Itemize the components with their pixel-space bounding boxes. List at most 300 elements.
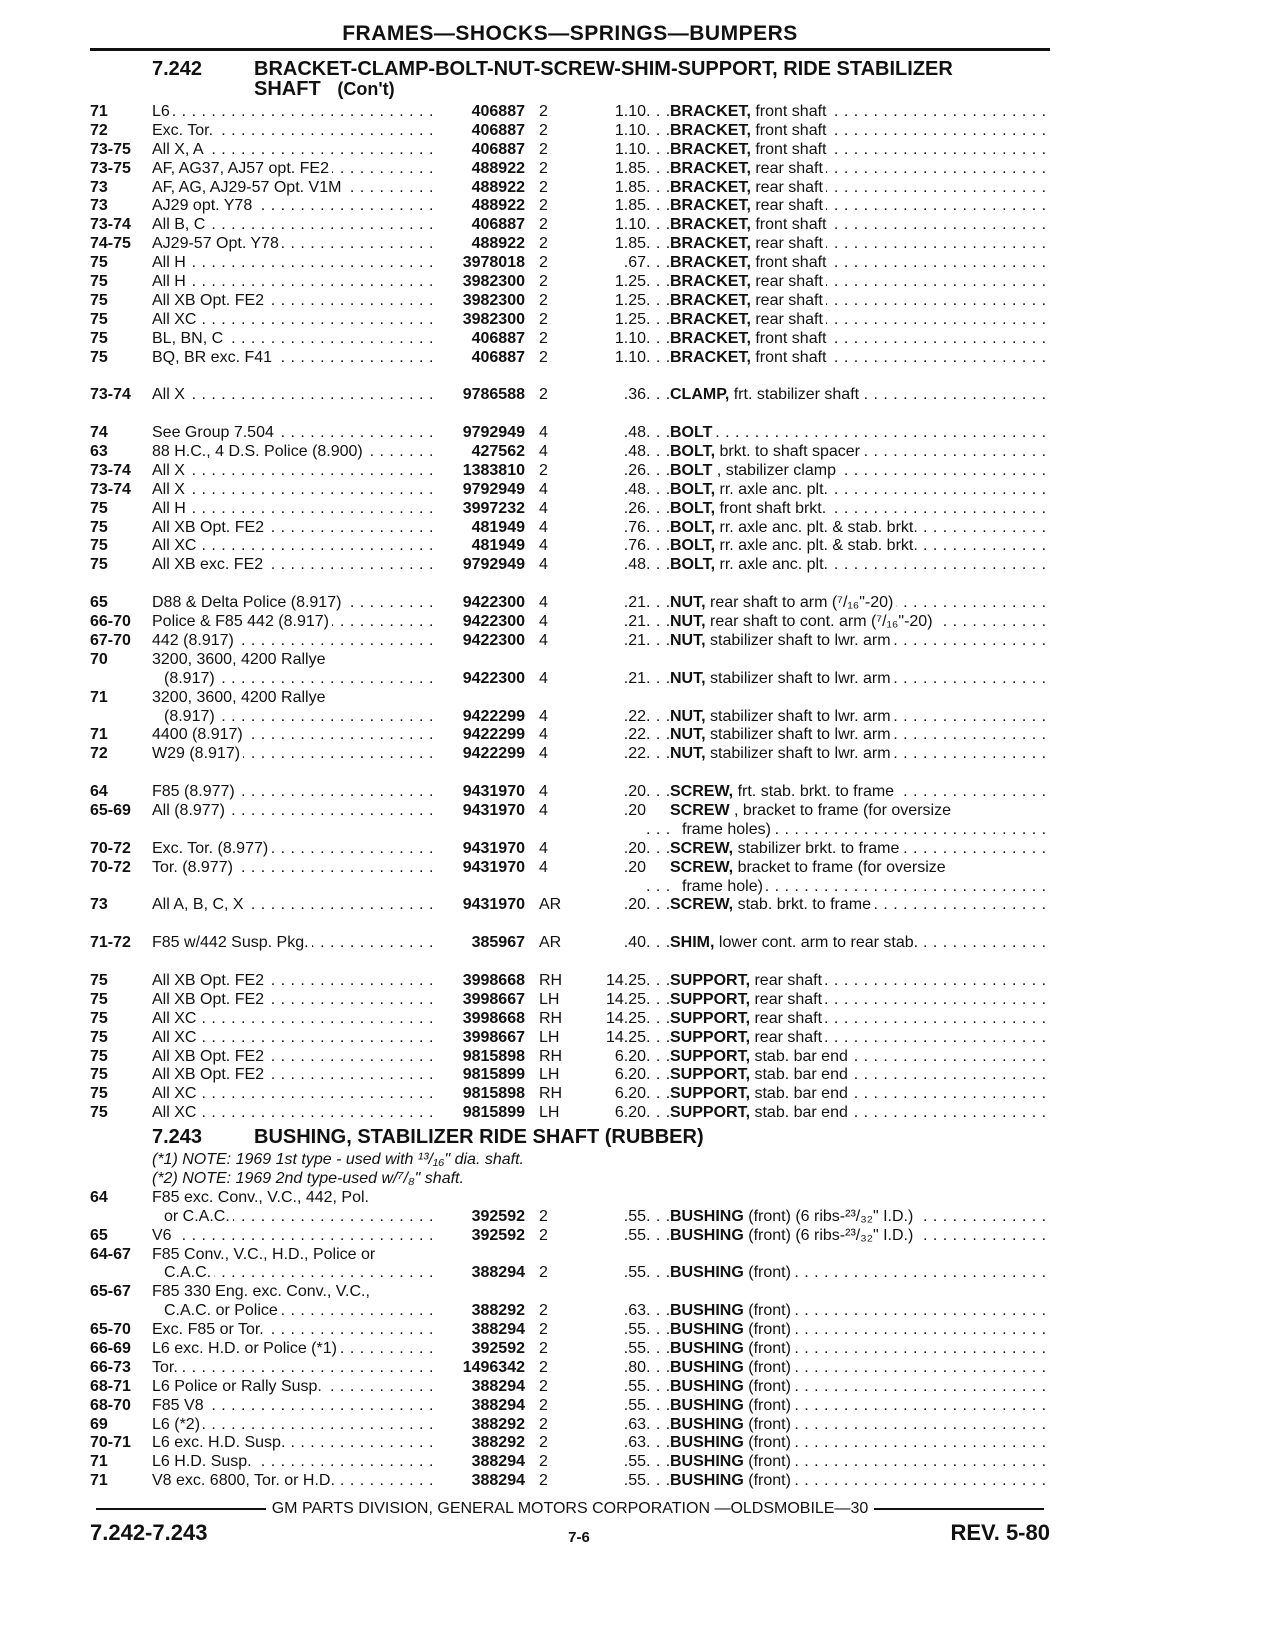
part-number: 9792949 xyxy=(462,424,525,442)
part-number: 9792949 xyxy=(462,480,525,498)
year-range: 75 xyxy=(90,291,108,309)
footer-revision: REV. 5-80 xyxy=(950,1520,1050,1545)
table-row xyxy=(90,670,1050,689)
application: L6 . . . xyxy=(152,103,435,122)
year-range: 73-74 xyxy=(90,216,131,234)
quantity: 2 xyxy=(539,348,548,366)
price xyxy=(579,1283,646,1302)
description-text: (front) (6 ribs-²³/₃₂" I.D.) xyxy=(748,1207,914,1225)
description-text: stab. bar end xyxy=(754,1104,848,1122)
description-text: frame holes) xyxy=(682,820,771,838)
year-range: 75 xyxy=(90,556,108,574)
price: 6.20 xyxy=(614,1047,646,1065)
year-range: 75 xyxy=(90,499,108,517)
description-text: stabilizer shaft to lwr. arm xyxy=(710,707,891,725)
table-row xyxy=(90,1104,1050,1123)
quantity: 2 xyxy=(539,1358,548,1376)
quantity: 2 xyxy=(539,1434,548,1452)
price xyxy=(579,689,646,708)
table-row xyxy=(90,462,1050,481)
price: 14.25 xyxy=(605,1028,646,1046)
description xyxy=(646,330,1050,349)
quantity: 2 xyxy=(539,1453,548,1471)
part-keyword: NUT, xyxy=(670,745,706,763)
part-keyword: CLAMP, xyxy=(670,386,730,404)
part-number: 3998668 xyxy=(462,971,525,989)
price xyxy=(579,1246,646,1265)
application: L6 H.D. Susp. . . . xyxy=(152,1453,435,1472)
quantity xyxy=(525,1246,579,1265)
part-keyword: SHIM, xyxy=(670,934,715,952)
quantity: 4 xyxy=(539,594,548,612)
table-row xyxy=(90,330,1050,349)
part-keyword: BUSHING xyxy=(670,1415,744,1433)
part-keyword: SCREW, xyxy=(670,783,734,801)
table-row xyxy=(90,349,1050,368)
application: All B, C . . . xyxy=(152,216,435,235)
description xyxy=(646,972,1050,991)
price: .22 xyxy=(623,745,646,763)
description-text: rear shaft xyxy=(755,197,823,215)
description-text: (front) xyxy=(748,1264,791,1282)
quantity: 4 xyxy=(539,424,548,442)
application: (8.917) . . . xyxy=(152,670,435,689)
quantity: 4 xyxy=(539,631,548,649)
year-range xyxy=(90,670,152,689)
price: .55 xyxy=(623,1321,646,1339)
description xyxy=(646,500,1050,519)
part-number: 488922 xyxy=(471,235,525,253)
part-number: 9422299 xyxy=(462,726,525,744)
part-number: 9431970 xyxy=(462,858,525,876)
description-text: rear shaft xyxy=(755,235,823,253)
table-row xyxy=(90,386,1050,405)
part-number: 9815898 xyxy=(462,1085,525,1103)
quantity: 2 xyxy=(539,121,548,139)
table-row xyxy=(90,878,1050,897)
year-range: 75 xyxy=(90,348,108,366)
table-row xyxy=(90,537,1050,556)
table-row xyxy=(90,745,1050,764)
price: .55 xyxy=(623,1207,646,1225)
table-row xyxy=(90,840,1050,859)
part-number: 388292 xyxy=(471,1434,525,1452)
year-range: 66-73 xyxy=(90,1358,131,1376)
part-keyword: BUSHING xyxy=(670,1226,744,1244)
quantity: 2 xyxy=(539,386,548,404)
price: 14.25 xyxy=(605,990,646,1008)
price: .48 xyxy=(623,480,646,498)
application: AJ29 opt. Y78 . . . xyxy=(152,197,435,216)
price: 1.10 xyxy=(614,216,646,234)
part-keyword: NUT, xyxy=(670,726,706,744)
year-range: 68-70 xyxy=(90,1396,131,1414)
part-number: 406887 xyxy=(471,348,525,366)
quantity: 4 xyxy=(539,480,548,498)
part-keyword: BOLT, xyxy=(670,443,716,461)
price: .20 xyxy=(623,896,646,914)
application: Tor. (8.977) . . . xyxy=(152,859,435,878)
part-number: 9431970 xyxy=(462,783,525,801)
year-range: 71 xyxy=(90,1453,108,1471)
description xyxy=(646,197,1050,216)
part-number: 388294 xyxy=(471,1396,525,1414)
year-range: 75 xyxy=(90,1104,108,1122)
application: F85 w/442 Susp. Pkg. . . . xyxy=(152,934,435,953)
description xyxy=(646,537,1050,556)
year-range: 75 xyxy=(90,273,108,291)
table-row xyxy=(90,972,1050,991)
part-number: 9792949 xyxy=(462,556,525,574)
table-row xyxy=(90,1453,1050,1472)
application: 3200, 3600, 4200 Rallye xyxy=(152,689,435,708)
description xyxy=(646,1246,1050,1265)
year-range xyxy=(90,1302,152,1321)
description-text: rr. axle anc. plt. & stab. brkt. xyxy=(719,518,918,536)
table-row xyxy=(90,500,1050,519)
description-text: rear shaft xyxy=(754,1028,823,1046)
year-range: 70-71 xyxy=(90,1434,131,1452)
description xyxy=(646,1029,1050,1048)
part-number: 388294 xyxy=(471,1377,525,1395)
application: All XC . . . xyxy=(152,1085,435,1104)
description-text: stab. bar end xyxy=(754,1085,848,1103)
application: or C.A.C. . . . xyxy=(152,1208,435,1227)
part-number xyxy=(435,1246,525,1265)
description xyxy=(646,1189,1050,1208)
description-text: (front) xyxy=(748,1453,791,1471)
price: .21 xyxy=(623,631,646,649)
table-row xyxy=(90,1416,1050,1435)
description xyxy=(646,254,1050,273)
description-text: bracket to frame (for oversize xyxy=(737,858,946,876)
table-row xyxy=(90,1010,1050,1029)
part-number: 3982300 xyxy=(462,291,525,309)
application: All X . . . xyxy=(152,481,435,500)
year-range: 65-69 xyxy=(90,801,131,819)
price: .36 xyxy=(623,386,646,404)
part-number: 406887 xyxy=(471,216,525,234)
application: All XB Opt. FE2 . . . xyxy=(152,1066,435,1085)
description-text: front shaft xyxy=(755,348,827,366)
description xyxy=(646,1283,1050,1302)
year-range: 71 xyxy=(90,726,108,744)
part-number: 392592 xyxy=(471,1226,525,1244)
application: 442 (8.917) . . . xyxy=(152,632,435,651)
price: .55 xyxy=(623,1340,646,1358)
application: 88 H.C., 4 D.S. Police (8.900) . . . xyxy=(152,443,435,462)
quantity: 2 xyxy=(539,197,548,215)
table-row xyxy=(90,1434,1050,1453)
quantity xyxy=(525,1189,579,1208)
price: .20 xyxy=(623,783,646,801)
section-heading-cont: SHAFT xyxy=(254,78,321,100)
application: 3200, 3600, 4200 Rallye xyxy=(152,651,435,670)
price: 14.25 xyxy=(605,971,646,989)
table-row xyxy=(90,1189,1050,1208)
part-number: 1496342 xyxy=(462,1358,525,1376)
quantity: 4 xyxy=(539,556,548,574)
quantity: 2 xyxy=(539,1207,548,1225)
year-range: 73 xyxy=(90,896,108,914)
part-keyword: BRACKET, xyxy=(670,140,751,158)
description-text: , stabilizer clamp xyxy=(716,461,836,479)
part-keyword: BUSHING xyxy=(670,1302,744,1320)
price: 6.20 xyxy=(614,1104,646,1122)
part-keyword: BRACKET, xyxy=(670,273,751,291)
quantity xyxy=(525,821,579,840)
year-range: 73 xyxy=(90,197,108,215)
application: F85 exc. Conv., V.C., 442, Pol. xyxy=(152,1189,435,1208)
year-range: 75 xyxy=(90,329,108,347)
part-keyword: BUSHING xyxy=(670,1472,744,1490)
description xyxy=(646,1104,1050,1123)
table-row xyxy=(90,122,1050,141)
application: L6 exc. H.D. or Police (*1) . . . xyxy=(152,1340,435,1359)
table-row xyxy=(90,896,1050,915)
description-text: rear shaft xyxy=(755,178,823,196)
part-number: 385967 xyxy=(471,934,525,952)
application: L6 Police or Rally Susp. . . . xyxy=(152,1378,435,1397)
part-keyword: BRACKET, xyxy=(670,348,751,366)
part-number xyxy=(435,689,525,708)
part-keyword: SCREW, xyxy=(670,858,734,876)
part-keyword: BRACKET, xyxy=(670,235,751,253)
application: F85 (8.977) . . . xyxy=(152,783,435,802)
table-row xyxy=(90,481,1050,500)
application: Tor. . . . xyxy=(152,1359,435,1378)
year-range: 75 xyxy=(90,1009,108,1027)
description-text: (front) xyxy=(748,1396,791,1414)
quantity: 2 xyxy=(539,329,548,347)
application: All XC . . . xyxy=(152,1104,435,1123)
quantity: LH xyxy=(539,1028,560,1046)
year-range xyxy=(90,1208,152,1227)
description-text: (front) xyxy=(748,1302,791,1320)
description xyxy=(646,462,1050,481)
price: .55 xyxy=(623,1472,646,1490)
description xyxy=(646,481,1050,500)
part-number: 488922 xyxy=(471,197,525,215)
year-range xyxy=(90,878,152,897)
table-row xyxy=(90,216,1050,235)
description xyxy=(646,896,1050,915)
year-range: 75 xyxy=(90,1028,108,1046)
application: All XC . . . xyxy=(152,537,435,556)
part-number: 388294 xyxy=(471,1453,525,1471)
part-keyword: SUPPORT, xyxy=(670,1028,751,1046)
part-number: 388292 xyxy=(471,1302,525,1320)
description-text: front shaft xyxy=(755,329,827,347)
part-number xyxy=(435,1189,525,1208)
quantity: 2 xyxy=(539,1226,548,1244)
description xyxy=(646,103,1050,122)
table-row xyxy=(90,1085,1050,1104)
description xyxy=(646,519,1050,538)
part-keyword: SUPPORT, xyxy=(670,1104,751,1122)
table-row xyxy=(90,1246,1050,1265)
table-row xyxy=(90,726,1050,745)
description xyxy=(646,556,1050,575)
description xyxy=(646,1397,1050,1416)
description-text: front shaft xyxy=(755,216,827,234)
footer-page-number: 7-6 xyxy=(568,1529,590,1546)
description-text: rear shaft xyxy=(754,990,823,1008)
year-range: 73-74 xyxy=(90,480,131,498)
description xyxy=(646,613,1050,632)
table-row xyxy=(90,1208,1050,1227)
description-text: rear shaft xyxy=(755,159,823,177)
quantity: 2 xyxy=(539,1340,548,1358)
application: All H . . . xyxy=(152,254,435,273)
price: .26 xyxy=(623,499,646,517)
part-number: 481949 xyxy=(471,518,525,536)
part-keyword: NUT, xyxy=(670,669,706,687)
description-text: (front) xyxy=(748,1434,791,1452)
description xyxy=(646,745,1050,764)
year-range: 73-74 xyxy=(90,461,131,479)
part-number: 3998668 xyxy=(462,1009,525,1027)
part-keyword: BRACKET, xyxy=(670,121,751,139)
description xyxy=(646,1359,1050,1378)
description-text: rear shaft xyxy=(754,1009,823,1027)
quantity: 4 xyxy=(539,707,548,725)
part-number: 406887 xyxy=(471,103,525,120)
year-range: 66-70 xyxy=(90,613,131,631)
description xyxy=(646,821,1050,840)
price: .21 xyxy=(623,594,646,612)
table-row xyxy=(90,651,1050,670)
description-text: front shaft xyxy=(755,103,827,120)
year-range xyxy=(90,821,152,840)
price: 1.10 xyxy=(614,140,646,158)
year-range: 65 xyxy=(90,1226,108,1244)
price: .40 xyxy=(623,934,646,952)
page-footer xyxy=(90,1500,1050,1546)
description-text: stabilizer shaft to lwr. arm xyxy=(710,631,891,649)
description xyxy=(646,443,1050,462)
part-number: 388292 xyxy=(471,1415,525,1433)
price: 1.10 xyxy=(614,121,646,139)
description xyxy=(646,1227,1050,1246)
quantity: LH xyxy=(539,1104,560,1122)
part-number: 9422299 xyxy=(462,707,525,725)
table-row xyxy=(90,1397,1050,1416)
application: AF, AG, AJ29-57 Opt. V1M . . . xyxy=(152,179,435,198)
quantity: 2 xyxy=(539,140,548,158)
description-text: stab. bar end xyxy=(754,1047,848,1065)
part-keyword: BRACKET, xyxy=(670,197,751,215)
price: .48 xyxy=(623,424,646,442)
quantity: 2 xyxy=(539,178,548,196)
part-keyword: SUPPORT, xyxy=(670,1009,751,1027)
quantity: 2 xyxy=(539,1415,548,1433)
year-range: 63 xyxy=(90,443,108,461)
description-text: front shaft xyxy=(755,254,827,272)
part-number: 388294 xyxy=(471,1472,525,1490)
quantity: AR xyxy=(539,934,562,952)
part-keyword: BUSHING xyxy=(670,1207,744,1225)
year-range: 65 xyxy=(90,594,108,612)
table-row xyxy=(90,254,1050,273)
price: .55 xyxy=(623,1264,646,1282)
application: W29 (8.917) . . . xyxy=(152,745,435,764)
part-keyword: SUPPORT, xyxy=(670,1066,751,1084)
part-keyword: BUSHING xyxy=(670,1264,744,1282)
quantity: 4 xyxy=(539,726,548,744)
year-range: 75 xyxy=(90,990,108,1008)
quantity: 2 xyxy=(539,461,548,479)
year-range: 65-67 xyxy=(90,1283,131,1301)
price: 1.85 xyxy=(614,235,646,253)
year-range: 73-74 xyxy=(90,386,131,404)
table-row xyxy=(90,519,1050,538)
description-text: rear shaft xyxy=(755,310,823,328)
quantity: 4 xyxy=(539,858,548,876)
description-text: stab. bar end xyxy=(754,1066,848,1084)
application: All X . . . xyxy=(152,462,435,481)
description xyxy=(646,311,1050,330)
description-text: brkt. to shaft spacer xyxy=(719,443,860,461)
description-text: stabilizer brkt. to frame xyxy=(737,839,900,857)
section-number: 7.242 xyxy=(152,58,203,80)
year-range: 75 xyxy=(90,518,108,536)
table-row xyxy=(90,802,1050,821)
price: .76 xyxy=(623,518,646,536)
table-row xyxy=(90,235,1050,254)
application: (8.917) . . . xyxy=(152,708,435,727)
part-keyword: BRACKET, xyxy=(670,178,751,196)
description xyxy=(646,1085,1050,1104)
application: All X . . . xyxy=(152,386,435,405)
table-row xyxy=(90,708,1050,727)
quantity: RH xyxy=(539,971,563,989)
description xyxy=(646,424,1050,443)
year-range: 71 xyxy=(90,1472,108,1490)
part-keyword: BRACKET, xyxy=(670,159,751,177)
quantity: 2 xyxy=(539,310,548,328)
quantity: 4 xyxy=(539,745,548,763)
part-keyword: SUPPORT, xyxy=(670,990,751,1008)
year-range: 64 xyxy=(90,783,108,801)
table-row xyxy=(90,1227,1050,1246)
part-number: 9815899 xyxy=(462,1066,525,1084)
part-number: 3997232 xyxy=(462,499,525,517)
description-text: frt. stabilizer shaft xyxy=(733,386,860,404)
quantity: 4 xyxy=(539,669,548,687)
description xyxy=(646,1453,1050,1472)
description xyxy=(646,216,1050,235)
description-text: , bracket to frame (for oversize xyxy=(734,801,951,819)
year-range: 75 xyxy=(90,537,108,555)
quantity xyxy=(525,1283,579,1302)
table-row xyxy=(90,1340,1050,1359)
year-range xyxy=(90,1264,152,1283)
year-range: 72 xyxy=(90,745,108,763)
year-range: 71 xyxy=(90,688,108,706)
description-text: (front) xyxy=(748,1321,791,1339)
quantity: 4 xyxy=(539,801,548,819)
description xyxy=(646,1302,1050,1321)
part-number: 9422300 xyxy=(462,631,525,649)
description xyxy=(646,726,1050,745)
table-row xyxy=(90,1048,1050,1067)
description xyxy=(646,708,1050,727)
price xyxy=(579,821,646,840)
table-row xyxy=(90,556,1050,575)
table-row xyxy=(90,292,1050,311)
table-row xyxy=(90,1378,1050,1397)
